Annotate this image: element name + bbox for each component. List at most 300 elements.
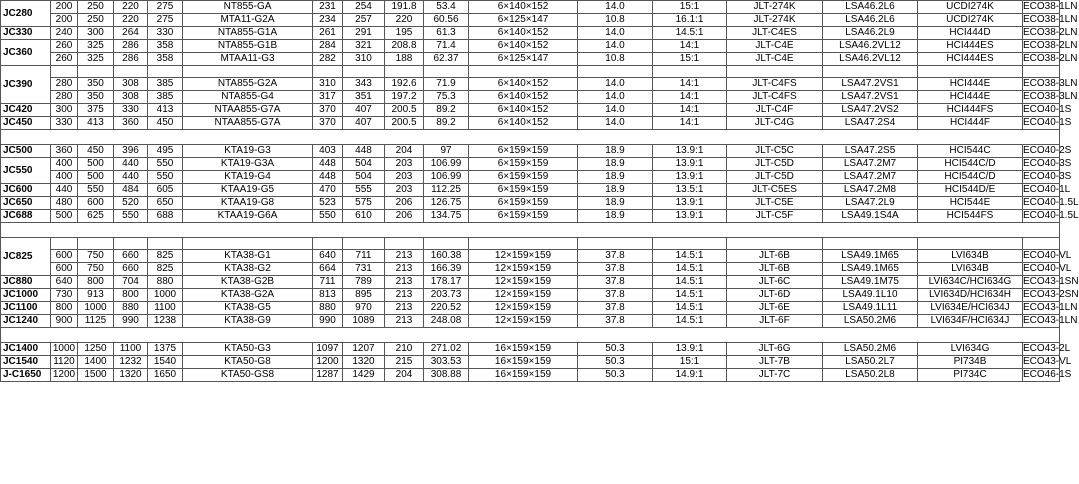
data-cell: 440 [114,158,148,171]
table-row [1,263,1060,276]
data-cell: 282 [313,53,343,66]
empty-cell [727,66,823,78]
data-cell: LSA46.2L6 [823,14,918,27]
data-cell: 14.0 [578,78,653,91]
data-cell: 1200 [51,369,78,382]
data-cell: ECO40-3S [1023,171,1072,182]
data-cell: HCI544C [918,145,1023,158]
data-cell: PI734C [918,369,1023,382]
data-cell: ECO40-2S [1023,145,1072,156]
data-cell: 321 [343,40,385,53]
data-cell: 204 [385,369,424,382]
data-cell: JLT-6B [727,250,823,263]
data-cell: KTAA19-G5 [183,184,313,197]
data-cell: 13.9:1 [653,171,727,184]
data-cell: 730 [51,289,78,302]
data-cell: 1125 [78,315,114,328]
data-cell: 106.99 [424,171,469,184]
data-cell: JLT-6C [727,276,823,289]
data-cell: 789 [343,276,385,289]
data-cell: ECO40-1.5L [1023,210,1079,221]
data-cell: 800 [51,302,78,315]
data-cell: 448 [313,158,343,171]
data-cell: 13.5:1 [653,184,727,197]
data-cell: 375 [78,104,114,117]
data-cell: KTA38-G2B [183,276,313,289]
data-cell: HCI444ES [918,40,1023,53]
data-cell: 504 [343,171,385,184]
data-cell: 575 [343,197,385,210]
data-cell: 60.56 [424,14,469,27]
data-cell: 14.0 [578,91,653,104]
data-cell: PI734B [918,356,1023,369]
data-cell: 1097 [313,343,343,356]
data-cell: LSA49.1M75 [823,276,918,289]
data-cell: JLT-7C [727,369,823,382]
data-cell: 14.0 [578,104,653,117]
data-cell: 18.9 [578,184,653,197]
data-cell: LSA47.2VS1 [823,78,918,91]
data-cell: 1238 [148,315,183,328]
empty-cell [918,238,1023,250]
data-cell: 15:1 [653,1,727,14]
table-row [1,197,1060,210]
data-cell: 6×125×147 [469,14,578,27]
data-cell: 550 [148,158,183,171]
data-cell: HCI444E [918,78,1023,91]
empty-cell [727,238,823,250]
empty-cell [183,238,313,250]
data-cell: 711 [343,250,385,263]
data-cell: 550 [114,210,148,223]
data-cell: 275 [148,1,183,14]
data-cell: 303.53 [424,356,469,369]
data-cell: JLT-C5F [727,210,823,223]
data-cell: 220 [385,14,424,27]
data-cell: 275 [148,14,183,27]
data-cell: LSA49.1L11 [823,302,918,315]
data-cell: 62.37 [424,53,469,66]
data-cell: 520 [114,197,148,210]
data-cell: 660 [114,263,148,276]
data-cell: 600 [51,250,78,263]
data-cell: 450 [78,145,114,158]
data-cell: 14:1 [653,104,727,117]
data-cell: ECO40-1S [1023,104,1072,115]
data-cell: LSA46.2L6 [823,1,918,14]
spacer-cell [1,130,1060,145]
data-cell: 6×159×159 [469,145,578,158]
data-cell: 688 [148,210,183,223]
data-cell: 12×159×159 [469,250,578,263]
data-cell: 203 [385,184,424,197]
model-cell: JC360 [1,40,51,66]
empty-cell [424,238,469,250]
table-row [1,1,1060,14]
data-cell: 407 [343,104,385,117]
table-row [1,343,1060,356]
data-cell: MTAA11-G3 [183,53,313,66]
data-cell: 97 [424,145,469,158]
data-cell: LSA46.2VL12 [823,53,918,66]
data-cell: 257 [343,14,385,27]
data-cell: JLT-6D [727,289,823,302]
data-cell: 6×159×159 [469,158,578,171]
data-cell: LSA46.2L9 [823,27,918,40]
data-cell: 14:1 [653,40,727,53]
data-cell: 1000 [51,343,78,356]
empty-cell [148,238,183,250]
data-cell: 1100 [114,343,148,356]
data-cell: NT855-GA [183,1,313,14]
model-cell: JC880 [1,276,51,289]
empty-cell [313,238,343,250]
data-cell: LSA47.2M7 [823,171,918,184]
empty-cell [469,66,578,78]
empty-cell [469,238,578,250]
data-cell: 12×159×159 [469,263,578,276]
data-cell: ECO40-1L [1023,184,1071,195]
data-cell: 1200 [313,356,343,369]
data-cell: LSA49.1L10 [823,289,918,302]
data-cell: 1375 [148,343,183,356]
spacer-cell [1,223,1060,238]
table-row [1,14,1060,27]
data-cell: 204 [385,145,424,158]
data-cell: HCI444FS [918,104,1023,117]
data-cell: 413 [78,117,114,130]
data-cell: NTAA855-G7A [183,104,313,117]
data-cell: 126.75 [424,197,469,210]
empty-cell [78,238,114,250]
data-cell: 213 [385,263,424,276]
data-cell: 1089 [343,315,385,328]
data-cell: 343 [343,78,385,91]
data-cell: 711 [313,276,343,289]
table-row [1,117,1060,130]
data-cell: 284 [313,40,343,53]
data-cell: 71.4 [424,40,469,53]
empty-cell [114,66,148,78]
data-cell: LSA49.1S4A [823,210,918,223]
empty-cell [424,66,469,78]
empty-cell [148,66,183,78]
data-cell: 280 [51,91,78,104]
data-cell: HCI544C/D [918,158,1023,171]
data-cell: ECO40-1.5L [1023,197,1079,208]
data-cell: ECO43-1LN [1023,315,1078,326]
model-cell: JC1240 [1,315,51,328]
data-cell: JLT-C5C [727,145,823,158]
data-cell: 325 [78,40,114,53]
data-cell: 14.0 [578,117,653,130]
data-cell: KTA50-GS8 [183,369,313,382]
data-cell: 504 [343,158,385,171]
data-cell: 6×140×152 [469,40,578,53]
data-cell: 18.9 [578,210,653,223]
data-cell: 1400 [78,356,114,369]
data-cell: 470 [313,184,343,197]
data-cell: 440 [51,184,78,197]
data-cell: 37.8 [578,250,653,263]
data-cell: 75.3 [424,91,469,104]
table-row [1,184,1060,197]
data-cell: 895 [343,289,385,302]
empty-cell [918,66,1023,78]
data-cell: KTA19-G3A [183,158,313,171]
data-cell: ECO40-VL [1023,250,1072,261]
data-cell: LSA49.1M65 [823,263,918,276]
data-cell: 220 [114,1,148,14]
data-cell: NTA855-G1B [183,40,313,53]
data-cell: 370 [313,117,343,130]
data-cell: 1100 [148,302,183,315]
data-cell: UCDI274K [918,14,1023,27]
empty-cell [385,238,424,250]
data-cell: 14.5:1 [653,250,727,263]
data-cell: 550 [148,171,183,184]
data-cell: LSA47.2L9 [823,197,918,210]
data-cell: 825 [148,250,183,263]
data-cell: 396 [114,145,148,158]
data-cell: 213 [385,250,424,263]
model-cell: JC390 [1,66,51,104]
data-cell: 403 [313,145,343,158]
data-cell: 200 [51,1,78,14]
data-cell: 13.9:1 [653,145,727,158]
data-cell: 300 [51,104,78,117]
data-cell: HCI444ES [918,53,1023,66]
data-cell: 448 [343,145,385,158]
empty-cell [1023,66,1060,78]
table-row [1,302,1060,315]
data-cell: 407 [343,117,385,130]
data-cell: 12×159×159 [469,276,578,289]
data-cell: 215 [385,356,424,369]
data-cell: 14:1 [653,78,727,91]
data-cell: 61.3 [424,27,469,40]
data-cell: 250 [78,14,114,27]
data-cell: 291 [343,27,385,40]
data-cell: MTA11-G2A [183,14,313,27]
data-cell: 50.3 [578,356,653,369]
data-cell: 6×140×152 [469,117,578,130]
table-row [1,238,1060,250]
data-cell: 550 [313,210,343,223]
model-cell: JC688 [1,210,51,223]
data-cell: 53.4 [424,1,469,14]
data-cell: 18.9 [578,171,653,184]
data-cell: 1232 [114,356,148,369]
data-cell: 555 [343,184,385,197]
data-cell: 280 [51,78,78,91]
data-cell: 18.9 [578,158,653,171]
data-cell: UCDI274K [918,1,1023,14]
data-cell: 14.9:1 [653,369,727,382]
data-cell: 178.17 [424,276,469,289]
data-cell: 625 [78,210,114,223]
data-cell: JLT-C4ES [727,27,823,40]
data-cell: 1250 [78,343,114,356]
data-cell: 14.0 [578,27,653,40]
data-cell: 13.9:1 [653,158,727,171]
data-cell: 14.5:1 [653,27,727,40]
section-spacer-row [1,130,1060,145]
data-cell: 6×159×159 [469,197,578,210]
data-cell: JLT-C4FS [727,78,823,91]
data-cell: 13.9:1 [653,343,727,356]
data-cell: 500 [78,158,114,171]
data-cell: LSA46.2VL12 [823,40,918,53]
data-cell: 12×159×159 [469,315,578,328]
empty-cell [183,66,313,78]
data-cell: 260 [51,40,78,53]
empty-cell [653,238,727,250]
data-cell: HCI544C/D [918,171,1023,184]
data-cell: 106.99 [424,158,469,171]
data-cell: 6×159×159 [469,210,578,223]
data-cell: 16×159×159 [469,369,578,382]
data-cell: 990 [313,315,343,328]
empty-cell [823,66,918,78]
model-cell: JC450 [1,117,51,130]
empty-cell [313,66,343,78]
data-cell: JLT-274K [727,1,823,14]
data-cell: 448 [313,171,343,184]
data-cell: 1000 [78,302,114,315]
data-cell: ECO38-1LN [1023,14,1078,25]
data-cell: 880 [313,302,343,315]
table-row [1,276,1060,289]
table-row [1,145,1060,158]
data-cell: 330 [148,27,183,40]
table-row [1,66,1060,78]
model-cell: JC330 [1,27,51,40]
data-cell: JLT-C4E [727,40,823,53]
data-cell: ECO38-1LN [1023,1,1078,12]
table-row [1,78,1060,91]
data-cell: 18.9 [578,145,653,158]
data-cell: ECO38-2LN [1023,53,1078,64]
empty-cell [51,66,78,78]
data-cell: 1650 [148,369,183,382]
data-cell: 37.8 [578,276,653,289]
data-cell: 50.3 [578,369,653,382]
data-cell: JLT-274K [727,14,823,27]
data-cell: LVI634F/HCI634J [918,315,1023,328]
data-cell: 640 [51,276,78,289]
data-cell: 166.39 [424,263,469,276]
data-cell: 286 [114,40,148,53]
data-cell: 825 [148,263,183,276]
data-cell: LSA50.2L7 [823,356,918,369]
data-cell: JLT-C5ES [727,184,823,197]
data-cell: LVI634E/HCI634J [918,302,1023,315]
data-cell: 360 [51,145,78,158]
data-cell: 385 [148,78,183,91]
data-cell: 14:1 [653,91,727,104]
data-cell: LSA47.2S4 [823,117,918,130]
data-cell: JLT-6G [727,343,823,356]
section-spacer-row [1,223,1060,238]
data-cell: JLT-7B [727,356,823,369]
data-cell: 134.75 [424,210,469,223]
data-cell: HCI544E [918,197,1023,210]
model-cell: J-C1650 [1,369,51,382]
data-cell: 240 [51,27,78,40]
data-cell: 191.8 [385,1,424,14]
data-cell: 220 [114,14,148,27]
data-cell: 6×140×152 [469,27,578,40]
section-spacer-row [1,328,1060,343]
data-cell: 400 [51,158,78,171]
data-cell: 14.0 [578,1,653,14]
spacer-cell [1,328,1060,343]
data-cell: JLT-C4E [727,53,823,66]
data-cell: LVI634B [918,263,1023,276]
data-cell: KTA38-G2A [183,289,313,302]
data-cell: 16×159×159 [469,343,578,356]
data-cell: LVI634B [918,250,1023,263]
model-cell: JC650 [1,197,51,210]
data-cell: 370 [313,104,343,117]
data-cell: 14.5:1 [653,263,727,276]
data-cell: 731 [343,263,385,276]
data-cell: 310 [343,53,385,66]
data-cell: 308.88 [424,369,469,382]
data-cell: ECO38-3LN [1023,78,1078,89]
data-cell: 640 [313,250,343,263]
data-cell: 1540 [148,356,183,369]
data-cell: 200.5 [385,117,424,130]
data-cell: 208.8 [385,40,424,53]
data-cell: 89.2 [424,104,469,117]
model-cell: JC420 [1,104,51,117]
data-cell: 14.5:1 [653,289,727,302]
data-cell: 310 [313,78,343,91]
table-row [1,104,1060,117]
data-cell: KTA38-G2 [183,263,313,276]
data-cell: ECO43-1SN [1023,276,1079,287]
data-cell: 14:1 [653,117,727,130]
data-cell: 213 [385,315,424,328]
data-cell: KTAA19-G6A [183,210,313,223]
data-cell: ECO43-2SN [1023,289,1079,300]
data-cell: KTAA19-G8 [183,197,313,210]
data-cell: 10.8 [578,53,653,66]
data-cell: 16×159×159 [469,356,578,369]
data-cell: LVI634D/HCI634H [918,289,1023,302]
data-cell: 400 [51,171,78,184]
data-cell: 160.38 [424,250,469,263]
data-cell: 271.02 [424,343,469,356]
data-cell: 210 [385,343,424,356]
data-cell: 330 [114,104,148,117]
data-cell: 231 [313,1,343,14]
data-cell: 913 [78,289,114,302]
data-cell: 350 [78,91,114,104]
data-cell: 195 [385,27,424,40]
data-cell: ECO38-2LN [1023,27,1078,38]
empty-cell [114,238,148,250]
data-cell: 37.8 [578,315,653,328]
data-cell: 203 [385,171,424,184]
data-cell: 14.0 [578,40,653,53]
data-cell: 610 [343,210,385,223]
data-cell: 880 [114,302,148,315]
data-cell: 330 [51,117,78,130]
data-cell: 286 [114,53,148,66]
